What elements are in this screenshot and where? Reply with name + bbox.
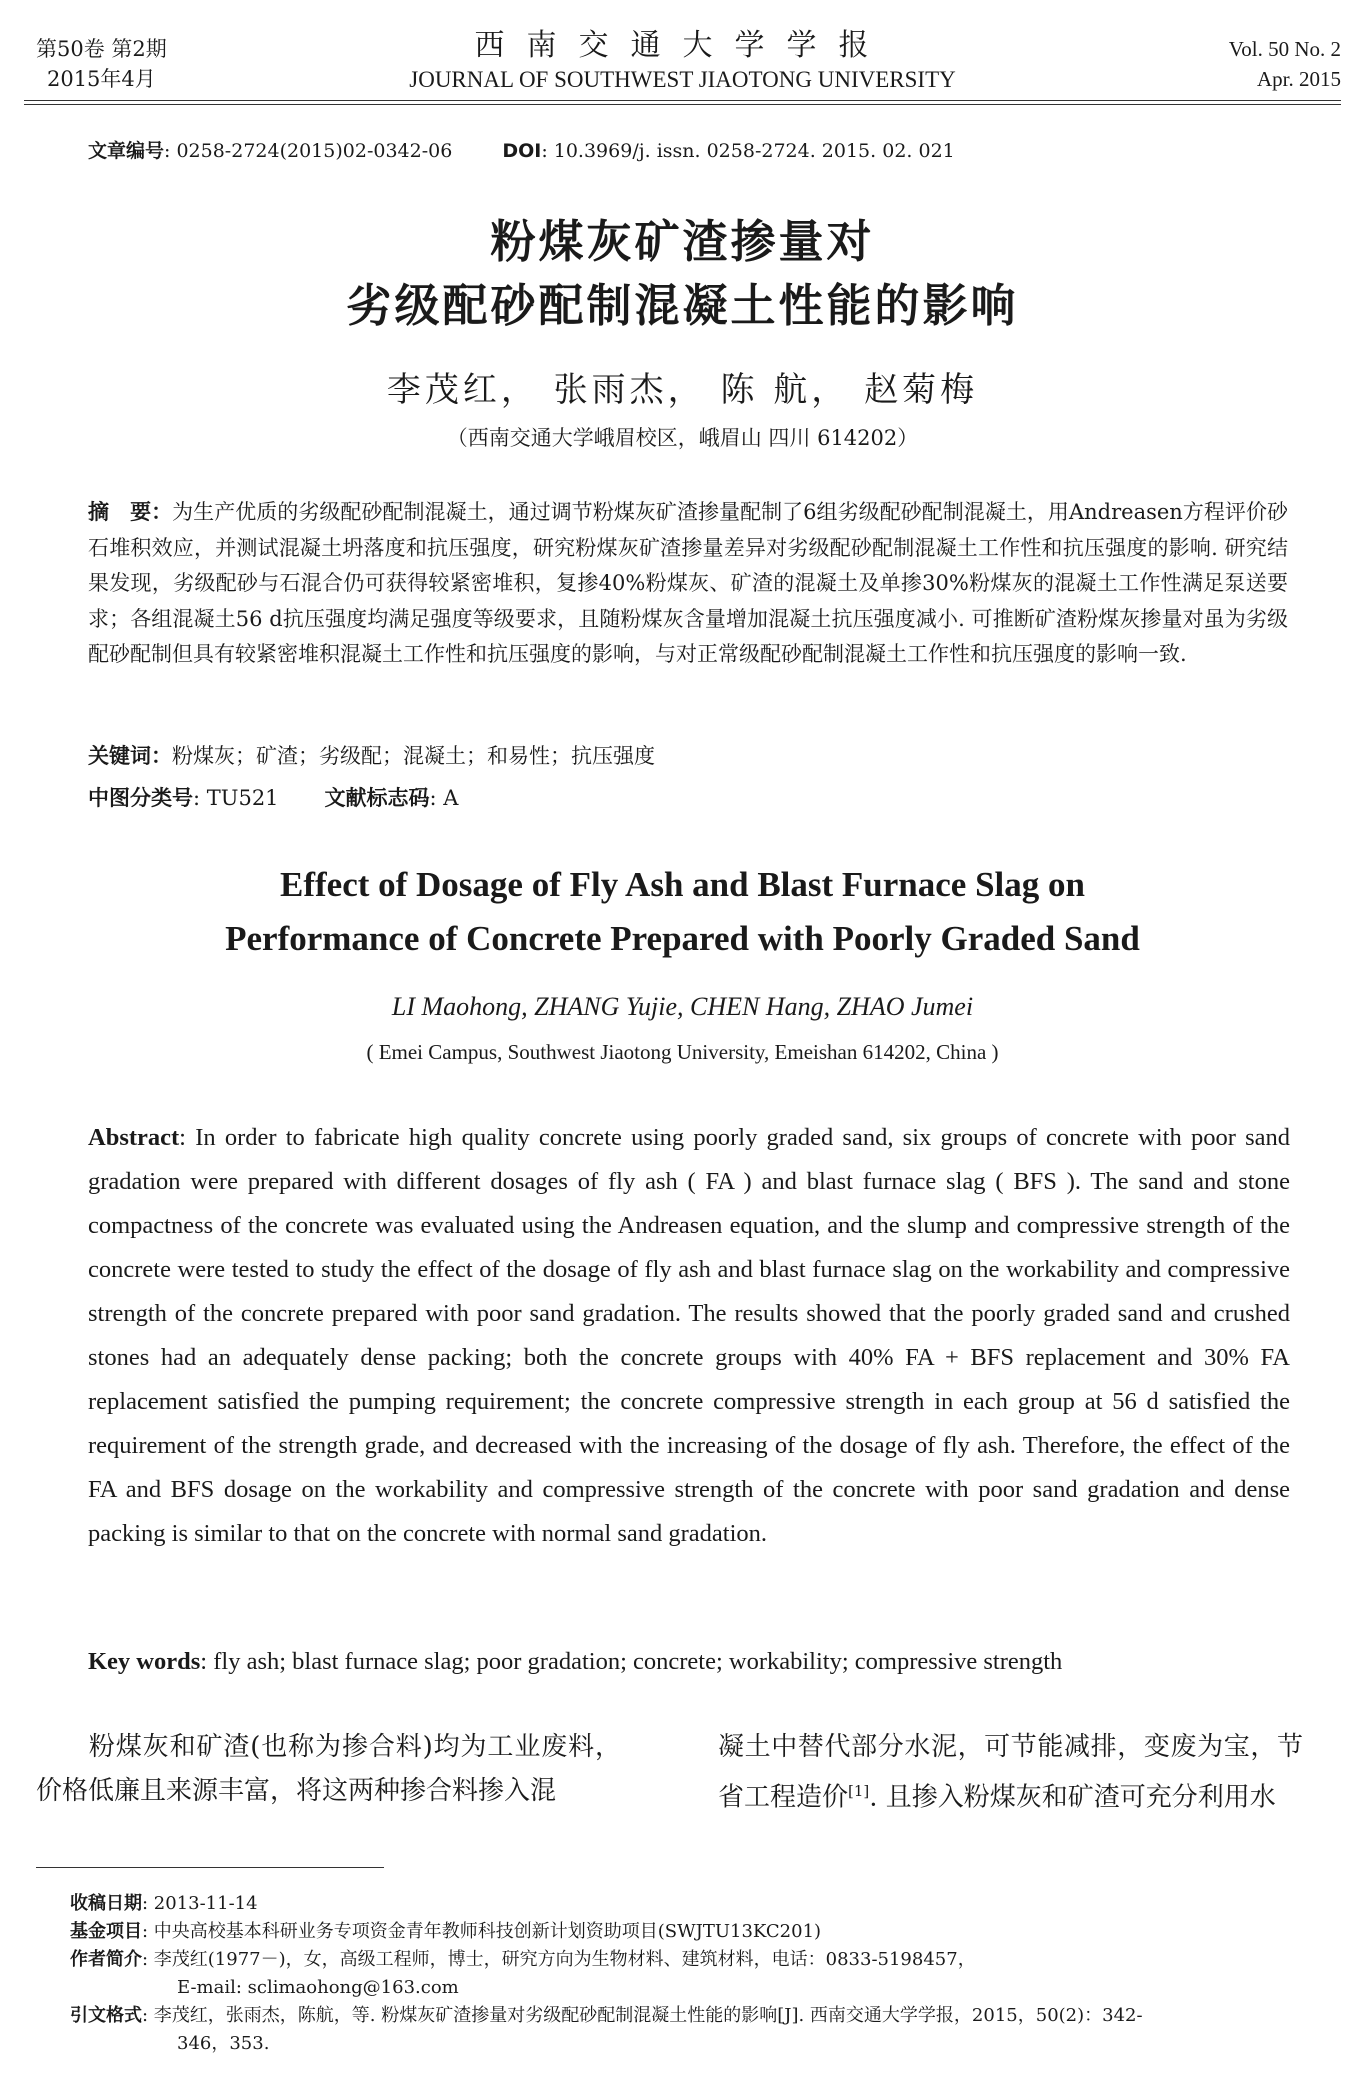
clc-label: 中图分类号 — [88, 786, 193, 810]
footnote-bio — [70, 1946, 1350, 1974]
footnote-cite — [70, 2002, 1350, 2030]
abstract-cn-text: 为生产优质的劣级配砂配制混凝土，通过调节粉煤灰矿渣掺量配制了6组劣级配砂配制混凝土，用Andreasen方程评价砂石堆积效应，并测试混凝土坍落度和抗压强度，研究粉煤灰矿渣掺量差异对劣级配砂配制混凝土工作性和抗压强度的影响. 研究结果发现，劣级配砂与石混合仍可获得较紧密堆积，复掺40%粉煤灰、矿渣的混凝土及单掺30%粉煤灰的混凝土工作性满足泵送要求；各组混凝土56 d抗压强度均满足强度等级要求，且随粉煤灰含量增加混凝土抗压强度减小. 可推断矿渣粉煤灰掺量对虽为劣级配砂配制但具有较紧密堆积混凝土工作性和抗压强度的影响，与对正常级配砂配制混凝土工作性和抗压强度的影响一致. — [88, 500, 1288, 666]
doi: : 10.3969/j. issn. 0258-2724. 2015. 02. 021 — [541, 140, 955, 162]
keywords-cn-text: 粉煤灰；矿渣；劣级配；混凝土；和易性；抗压强度 — [172, 744, 655, 768]
body-column-left — [36, 1725, 621, 1813]
doc-code: : A — [429, 786, 459, 810]
body-column-right — [718, 1725, 1303, 1820]
keywords-en — [88, 1645, 1290, 1679]
journal-title-en: JOURNAL OF SOUTHWEST JIAOTONG UNIVERSITY — [409, 67, 956, 92]
header-volume-issue — [36, 34, 167, 94]
body-right-text-b: . 且掺入粉煤灰和矿渣可充分利用水 — [869, 1782, 1276, 1813]
received-date: : 2013-11-14 — [142, 1893, 258, 1914]
cite-text: : 李茂红，张雨杰，陈航，等. 粉煤灰矿渣掺量对劣级配砂配制混凝土性能的影响[J]. 西南交通大学学报，2015，50(2)：342- — [142, 2005, 1143, 2026]
affiliation-cn: （西南交通大学峨眉校区，峨眉山 四川 614202） — [446, 426, 919, 450]
received-label: 收稿日期 — [70, 1893, 142, 1914]
abstract-cn-label: 摘 要： — [88, 500, 173, 524]
body-right-text-a: 凝土中替代部分水泥，可节能减排，变废为宝，节省工程造价 — [718, 1732, 1303, 1813]
footnote-fund — [70, 1918, 1350, 1946]
journal-title — [300, 26, 1065, 94]
abstract-en-text: : In order to fabricate high quality concrete using poorly graded sand, six groups of concrete with poor sand gradation were prepared with different dosages of fly ash ( FA ) and blast furnace slag ( BFS ). The sand and stone compactness of the concrete was evaluated using the Andreasen equation, and the slump and compressive strength of the concrete were tested to study the effect of the dosage of fly ash and blast furnace slag on the workability and compressive strength of the concrete prepared with poor sand gradation. The results showed that the poorly graded sand and crushed stones had an adequately dense packing; both the concrete groups with 40% FA + BFS replacement and 30% FA replacement satisfied the pumping requirement; the concrete compressive strength in each group at 56 d satisfied the requirement of the strength grade, and decreased with the increasing of the dosage of fly ash. Therefore, the effect of the FA and BFS dosage on the workability and compressive strength of the concrete with poor sand gradation and dense packing is similar to that on the concrete with normal sand gradation. — [88, 1124, 1290, 1547]
header-vol-no: Vol. 50 No. 2 — [1228, 37, 1341, 61]
abstract-en — [88, 1116, 1290, 1556]
header-rule — [24, 100, 1341, 101]
cite-text-cont: 346，353. — [177, 2033, 270, 2054]
header-volume-en — [1229, 34, 1341, 94]
fund-label: 基金项目 — [70, 1921, 142, 1942]
article-no-label: 文章编号 — [88, 140, 165, 162]
doi-label: DOI — [502, 140, 542, 162]
email-text: E-mail: sclimaohong@163.com — [177, 1977, 459, 1998]
affiliation-en: ( Emei Campus, Southwest Jiaotong University, Emeishan 614202, China ) — [366, 1040, 999, 1064]
keywords-en-text: : fly ash; blast furnace slag; poor gradation; concrete; workability; compressive strength — [200, 1648, 1063, 1675]
abstract-cn — [88, 495, 1288, 673]
title-cn — [0, 210, 1365, 338]
abstract-en-label: Abstract — [88, 1124, 180, 1151]
authors-en: LI Maohong, ZHANG Yujie, CHEN Hang, ZHAO Jumei — [391, 992, 974, 1021]
article-no: : 0258-2724(2015)02-0342-06 — [164, 140, 453, 162]
footnote-received — [70, 1890, 1350, 1918]
classification — [88, 783, 458, 813]
footnote-cite-cont — [70, 2030, 1350, 2058]
keywords-cn-label: 关键词： — [88, 744, 172, 768]
journal-title-cn: 西南交通大学学报 — [474, 28, 891, 63]
header-month: Apr. 2015 — [1257, 67, 1341, 91]
article-meta — [88, 138, 955, 164]
title-cn-line1: 粉煤灰矿渣掺量对 — [490, 215, 875, 268]
title-en-line1: Effect of Dosage of Fly Ash and Blast Furnace Slag on — [280, 865, 1085, 904]
fund-text: : 中央高校基本科研业务专项资金青年教师科技创新计划资助项目(SWJTU13KC201) — [142, 1921, 822, 1942]
title-cn-line2: 劣级配砂配制混凝土性能的影响 — [346, 279, 1019, 332]
authors-cn: 李茂红， 张雨杰， 陈 航， 赵菊梅 — [386, 370, 979, 410]
keywords-cn — [88, 741, 655, 771]
body-left-text: 粉煤灰和矿渣(也称为掺合料)均为工业废料，价格低廉且来源丰富，将这两种掺合料掺入混 — [36, 1732, 621, 1806]
title-en-line2: Performance of Concrete Prepared with Poorly Graded Sand — [225, 919, 1140, 958]
doc-code-label: 文献标志码 — [324, 786, 430, 810]
footnote-email — [70, 1974, 1350, 2002]
header-date: 2015年4月 — [46, 67, 156, 91]
header-volume: 第50卷 第2期 — [36, 37, 167, 61]
bio-text: : 李茂红(1977－)，女，高级工程师，博士，研究方向为生物材料、建筑材料，电话：0833-5198457， — [142, 1949, 976, 1970]
citation-ref: [1] — [848, 1782, 870, 1800]
clc-code: : TU521 — [193, 786, 279, 810]
keywords-en-label: Key words — [88, 1648, 201, 1675]
cite-label: 引文格式 — [70, 2005, 142, 2026]
bio-label: 作者简介 — [70, 1949, 142, 1970]
title-en — [0, 858, 1365, 966]
header-rule-thin — [24, 104, 1341, 105]
footnote-rule — [36, 1867, 384, 1868]
